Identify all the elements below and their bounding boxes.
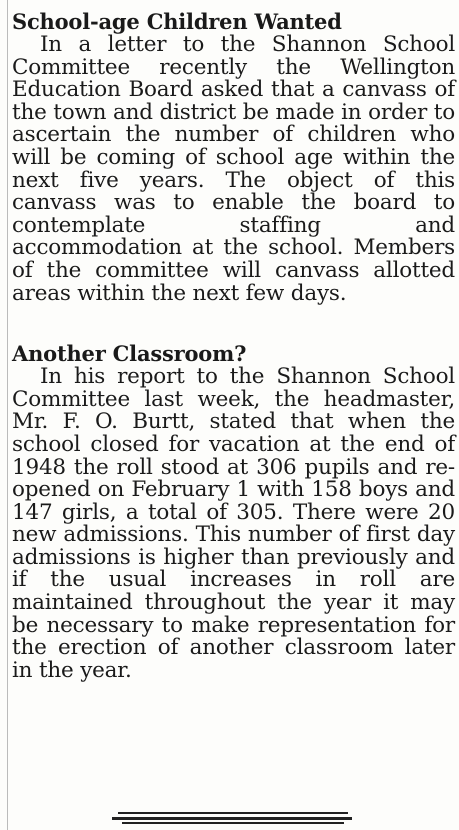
article-spacer: [12, 305, 455, 329]
column-end-rule: [112, 810, 352, 824]
rule-line: [112, 817, 352, 820]
rule-line: [118, 812, 348, 814]
article-body: In his report to the Shannon School Committee last week, the headmaster, Mr. F. O. Burtt, stated that when the school closed for vacation at the end of 1948 the roll stood at 306 pupils and re-opened on February 1 with 158 boys and 147 girls, a total of 305. There were 20 new admissions. This number of first day admissions is higher than previously and if the usual increases in roll are maintained throughout the year it may be necessary to make representation for the erection of another classroom later in the year.: [12, 364, 455, 683]
article-headline: School-age Children Wanted: [12, 9, 342, 34]
article-body: In a letter to the Shannon School Committee recently the Wellington Education Board asked that a canvass of the town and district be made in order to ascertain the number of children who will be coming of school age within the next five years. The object of this canvass was to enable the board to contemplate staffing and accommodation at the school. Members of the committee will canvass allotted areas within the next few days.: [12, 32, 455, 306]
article-school-age-children: [12, 10, 455, 305]
rule-line: [122, 822, 344, 824]
article-another-classroom: [12, 342, 455, 682]
article-headline: Another Classroom?: [12, 341, 247, 367]
